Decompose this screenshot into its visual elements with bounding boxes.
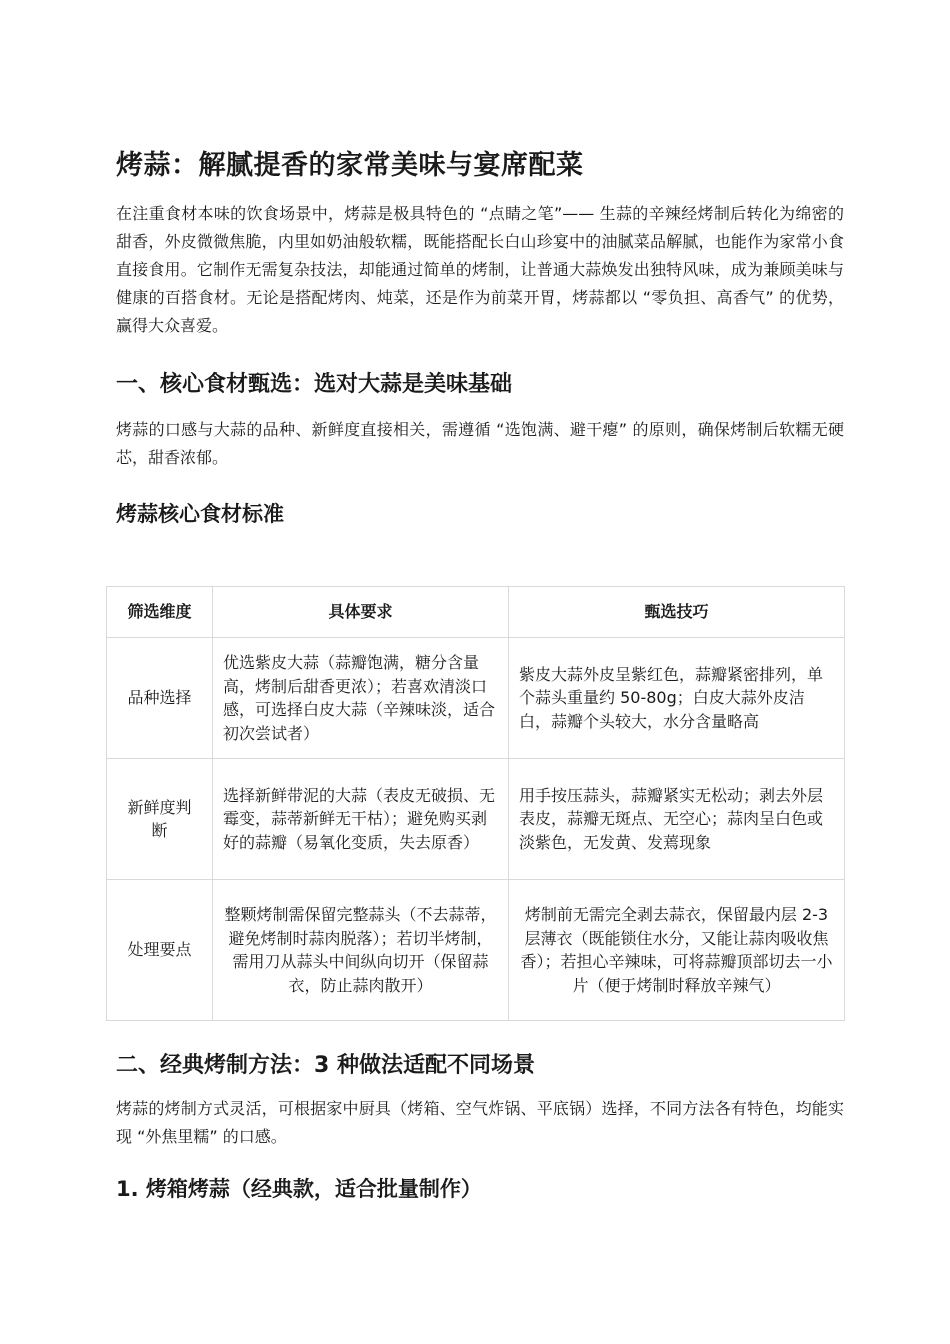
section-paragraph-ingredients: 烤蒜的口感与大蒜的品种、新鲜度直接相关，需遵循 “选饱满、避干瘪” 的原则，确保烤制后软糯无硬芯，甜香浓郁。 xyxy=(116,420,844,467)
column-header-tip: 甄选技巧 xyxy=(509,587,845,638)
table-cell-requirement: 优选紫皮大蒜（蒜瓣饱满，糖分含量高，烤制后甜香更浓）；若喜欢清淡口感，可选择白皮大蒜（辛辣味淡，适合初次尝试者） xyxy=(213,638,509,759)
column-header-requirement: 具体要求 xyxy=(213,587,509,638)
table-row xyxy=(107,638,845,759)
section-paragraph-methods: 烤蒜的烤制方式灵活，可根据家中厨具（烤箱、空气炸锅、平底锅）选择，不同方法各有特色，均能实现 “外焦里糯” 的口感。 xyxy=(116,1099,844,1146)
table-row xyxy=(107,759,845,880)
section-heading-ingredients: 一、核心食材甄选：选对大蒜是美味基础 xyxy=(116,372,513,397)
page-title: 烤蒜：解腻提香的家常美味与宴席配菜 xyxy=(116,150,584,181)
table-row xyxy=(107,880,845,1021)
ingredient-standards-table xyxy=(106,586,845,1021)
table-cell-dimension: 新鲜度判断 xyxy=(107,759,213,880)
table-cell-dimension: 处理要点 xyxy=(107,880,213,1021)
section-heading-methods: 二、经典烤制方法：3 种做法适配不同场景 xyxy=(116,1053,535,1078)
article xyxy=(116,146,844,1205)
table-cell-dimension: 品种选择 xyxy=(107,638,213,759)
table-cell-tip: 烤制前无需完全剥去蒜衣，保留最内层 2-3 层薄衣（既能锁住水分，又能让蒜肉吸收焦香）；若担心辛辣味，可将蒜瓣顶部切去一小片（便于烤制时释放辛辣气） xyxy=(509,880,845,1021)
table-header-row xyxy=(107,587,845,638)
table-cell-requirement: 选择新鲜带泥的大蒜（表皮无破损、无霉变，蒜蒂新鲜无干枯）；避免购买剥好的蒜瓣（易氧化变质，失去原香） xyxy=(213,759,509,880)
intro-paragraph: 在注重食材本味的饮食场景中，烤蒜是极具特色的 “点睛之笔”—— 生蒜的辛辣经烤制后转化为绵密的甜香，外皮微微焦脆，内里如奶油般软糯，既能搭配长白山珍宴中的油腻菜品解腻，也能作为家常小食直接食用。它制作无需复杂技法，却能通过简单的烤制，让普通大蒜焕发出独特风味，成为兼顾美味与健康的百搭食材。无论是搭配烤肉、炖菜，还是作为前菜开胃，烤蒜都以 “零负担、高香气” 的优势，赢得大众喜爱。 xyxy=(116,204,844,335)
table-cell-requirement: 整颗烤制需保留完整蒜头（不去蒜蒂，避免烤制时蒜肉脱落）；若切半烤制，需用刀从蒜头中间纵向切开（保留蒜衣，防止蒜肉散开） xyxy=(213,880,509,1021)
subsection-heading-oven: 1. 烤箱烤蒜（经典款，适合批量制作） xyxy=(116,1177,482,1201)
column-header-dimension: 筛选维度 xyxy=(107,587,213,638)
table-cell-tip: 用手按压蒜头，蒜瓣紧实无松动；剥去外层表皮，蒜瓣无斑点、无空心；蒜肉呈白色或淡紫色，无发黄、发蔫现象 xyxy=(509,759,845,880)
table-cell-tip: 紫皮大蒜外皮呈紫红色，蒜瓣紧密排列，单个蒜头重量约 50-80g；白皮大蒜外皮洁白，蒜瓣个头较大，水分含量略高 xyxy=(509,638,845,759)
table-title: 烤蒜核心食材标准 xyxy=(116,502,284,526)
